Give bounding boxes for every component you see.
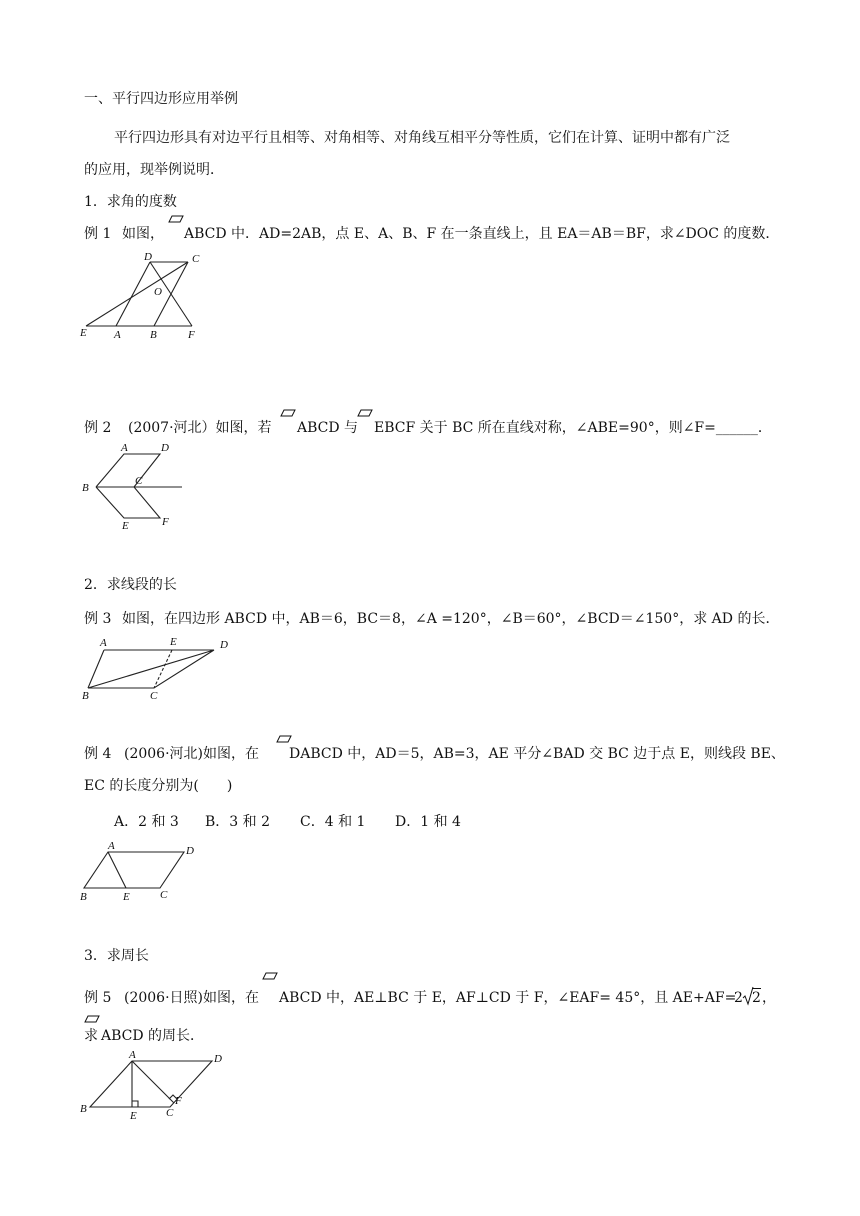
fig3-label-E: E (170, 636, 177, 648)
fig5-label-F: F (175, 1095, 182, 1107)
figure-example-4 (78, 838, 208, 908)
fig5-label-A: A (129, 1049, 136, 1061)
fig3-label-A: A (100, 637, 107, 649)
parallelogram-icon (168, 215, 184, 223)
section-title: 一、平行四边形应用举例 (84, 91, 238, 107)
example-4-label: 例 4 (84, 746, 112, 762)
fig2-label-A: A (121, 442, 128, 454)
fig3-label-D: D (220, 639, 228, 651)
figure-example-2 (78, 440, 188, 532)
parallelogram-icon (276, 735, 292, 743)
fig3-label-B: B (82, 690, 89, 702)
example-5-line-2-prefix: 求 (84, 1028, 98, 1044)
subsection-2-title: 2．求线段的长 (84, 577, 177, 593)
fig1-label-O: O (154, 286, 162, 298)
example-5-line-2-text: ABCD 的周长． (101, 1028, 205, 1044)
option-b: B．3 和 2 (205, 814, 271, 830)
example-3-text: 如图，在四边形 ABCD 中，AB＝6，BC＝8，∠A =120°，∠B＝60°，∠BCD＝∠150°，求 AD 的长． (122, 611, 780, 627)
fig5-label-D: D (214, 1053, 222, 1065)
radicand: 2 (752, 990, 761, 1006)
fig1-label-A: A (114, 329, 121, 341)
fig2-label-F: F (162, 516, 169, 528)
example-4-prefix: (2006·河北)如图，在 (124, 746, 260, 762)
parallelogram-icon (84, 1015, 100, 1023)
example-5-text: ABCD 中，AE⊥BC 于 E，AF⊥CD 于 F，∠EAF= 45°，且 AE+AF= (279, 990, 737, 1006)
figure-example-5 (78, 1050, 228, 1122)
example-4-line-2: EC 的长度分别为( ) (84, 778, 233, 794)
fig2-label-C: C (135, 475, 143, 487)
option-c: C．4 和 1 (300, 814, 366, 830)
example-1-label: 例 1 (84, 226, 112, 242)
example-1-text: ABCD 中．AD=2AB，点 E、A、B、F 在一条直线上，且 EA＝AB＝BF，求∠DOC 的度数． (184, 226, 780, 242)
example-5-prefix: (2006·日照)如图，在 (124, 990, 260, 1006)
subsection-1-title: 1．求角的度数 (84, 194, 177, 210)
fig4-label-B: B (80, 891, 87, 903)
radical-coefficient: 2 (734, 990, 743, 1006)
fig2-label-E: E (122, 520, 129, 532)
fig3-label-C: C (150, 690, 158, 702)
option-d: D．1 和 4 (395, 814, 461, 830)
intro-line-2: 的应用，现举例说明． (84, 162, 224, 178)
example-4-text: DABCD 中，AD＝5，AB=3，AE 平分∠BAD 交 BC 边于点 E，则线段 BE、 (289, 746, 785, 762)
subsection-3-title: 3．求周长 (84, 948, 149, 964)
parallelogram-icon (280, 409, 296, 417)
fig1-label-C: C (192, 253, 200, 265)
fig4-label-E: E (123, 891, 130, 903)
fig2-label-D: D (161, 442, 169, 454)
fig1-label-B: B (150, 329, 157, 341)
fig1-label-E: E (80, 327, 87, 339)
example-2-mid-2: EBCF 关于 BC 所在直线对称，∠ABE=90°，则∠F=______． (374, 420, 772, 436)
example-2-mid-1: ABCD 与 (297, 420, 359, 436)
parallelogram-icon (262, 972, 278, 980)
example-3-label: 例 3 (84, 611, 112, 627)
fig4-label-A: A (108, 840, 115, 852)
fig5-label-B: B (80, 1103, 87, 1115)
example-5-label: 例 5 (84, 990, 112, 1006)
fig1-label-F: F (188, 329, 195, 341)
parallelogram-icon (357, 409, 373, 417)
figure-example-3 (78, 634, 248, 704)
fig4-label-D: D (186, 845, 194, 857)
fig4-label-C: C (160, 889, 168, 901)
fig5-label-E: E (130, 1110, 137, 1122)
fig2-label-B: B (82, 482, 89, 494)
example-2-label: 例 2 (84, 420, 112, 436)
example-2-prefix: (2007·河北）如图，若 (128, 420, 272, 436)
example-1-prefix: 如图， (122, 226, 164, 242)
fig5-label-C: C (166, 1107, 174, 1119)
figure-example-1 (78, 250, 208, 342)
intro-line-1: 平行四边形具有对边平行且相等、对角相等、对角线互相平分等性质，它们在计算、证明中都有广泛 (114, 130, 730, 146)
option-a: A．2 和 3 (114, 814, 179, 830)
example-5-tail: ， (762, 990, 776, 1006)
fig1-label-D: D (144, 251, 152, 263)
